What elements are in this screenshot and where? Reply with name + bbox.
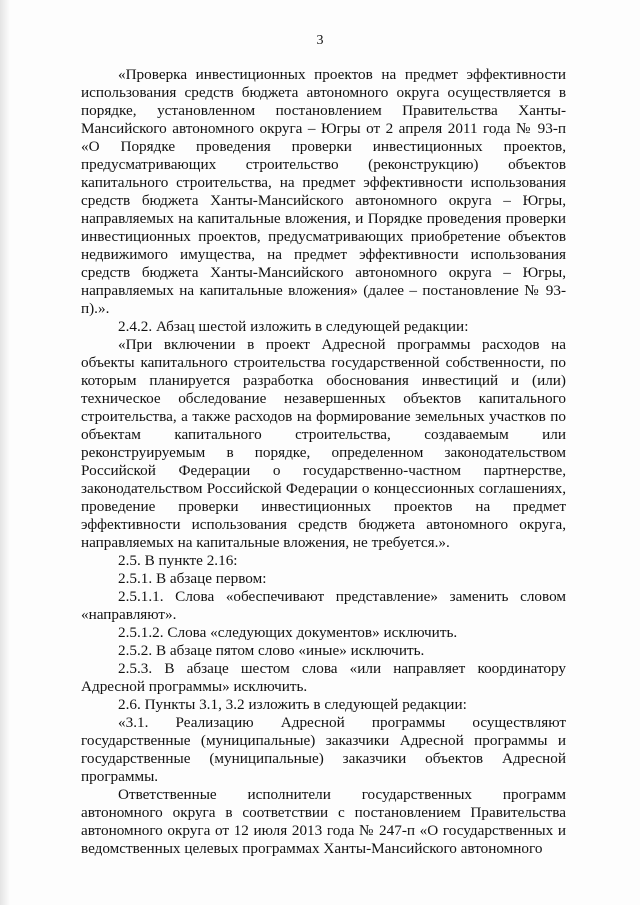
paragraph-2-5-1: 2.5.1. В абзаце первом: xyxy=(118,570,267,587)
paragraph-2-5-3: 2.5.3. В абзаце шестом слова «или направляет координатору Адресной программы» исключить. xyxy=(81,660,566,695)
paragraph-2-5-1-1: 2.5.1.1. Слова «обеспечивают представление» заменить словом «направляют». xyxy=(81,588,566,623)
paragraph-capital-construction: «При включении в проект Адресной программы расходов на объекты капитального строительства государственной собственности, по которым планируется разработка обоснования инвестиций и (или) техническое обследование незавершенных объектов капитального строительства, а также расходов на формирование земельных участков по объектам капитального строительства, создаваемым или реконструируемым в порядке, определенном законодательством Российской Федерации о государственно-частном партнерстве, законодательством Российской Федерации о концессионных соглашениях, проведение проверки инвестиционных проектов на предмет эффективности использования средств бюджета автономного округа, направляемых на капитальные вложения, не требуется.». xyxy=(81,336,566,551)
paragraph-3-1: «3.1. Реализацию Адресной программы осуществляют государственные (муниципальные) заказчики Адресной программы и государственные (муниципальные) заказчики объектов Адресной программы. xyxy=(81,714,566,785)
paragraph-investment-check: «Проверка инвестиционных проектов на предмет эффективности использования средств бюджета автономного округа осуществляется в порядке, установленном постановлением Правительства Ханты-Мансийского автономного округа – Югры от 2 апреля 2011 года № 93-п «О Порядке проведения проверки инвестиционных проектов, предусматривающих строительство (реконструкцию) объектов капитального строительства, на предмет эффективности использования средств бюджета Ханты-Мансийского автономного округа – Югры, направляемых на капитальные вложения, и Порядке проведения проверки инвестиционных проектов, предусматривающих приобретение объектов недвижимого имущества, на предмет эффективности использования средств бюджета Ханты-Мансийского автономного округа – Югры, направляемых на капитальные вложения» (далее – постановление № 93-п).». xyxy=(81,66,566,317)
paragraph-2-5-1-2: 2.5.1.2. Слова «следующих документов» исключить. xyxy=(118,624,458,641)
paragraph-2-5: 2.5. В пункте 2.16: xyxy=(118,552,238,569)
paragraph-2-6: 2.6. Пункты 3.1, 3.2 изложить в следующей редакции: xyxy=(118,696,467,713)
scan-edge-shadow xyxy=(0,0,10,905)
paragraph-2-4-2: 2.4.2. Абзац шестой изложить в следующей редакции: xyxy=(118,318,469,335)
page-number: 3 xyxy=(316,33,324,48)
document-body xyxy=(81,66,566,858)
paragraph-responsible-executors: Ответственные исполнители государственных программ автономного округа в соответствии с постановлением Правительства автономного округа от 12 июля 2013 года № 247-п «О государственных и ведомственных целевых программах Ханты-Мансийского автономного xyxy=(81,786,566,857)
paragraph-2-5-2: 2.5.2. В абзаце пятом слово «иные» исключить. xyxy=(118,642,425,659)
